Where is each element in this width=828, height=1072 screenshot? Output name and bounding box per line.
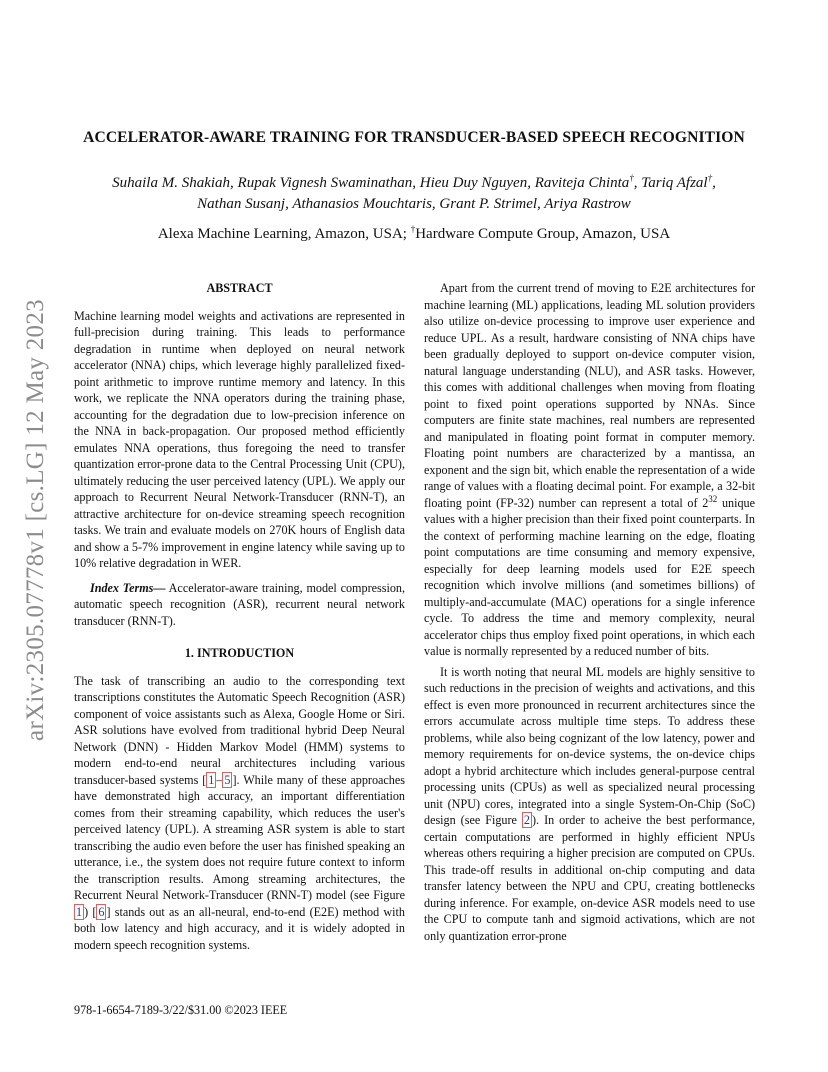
copyright-footer: 978-1-6654-7189-3/22/$31.00 ©2023 IEEE: [74, 1003, 288, 1017]
paper-title: ACCELERATOR-AWARE TRAINING FOR TRANSDUCER-BASED SPEECH RECOGNITION: [83, 129, 745, 146]
authors-part-c: ,: [712, 175, 716, 191]
author-line-1: [90, 173, 738, 194]
right-paragraph-2: It is worth noting that neural ML models are highly sensitive to such reductions in the precision of weights and activations, and this effect is even more pronounced in recurrent architectures since the errors accumulate across multiple time steps. To address these problems, while also being cognizant of the low latency, power and memory requirements for on-device systems, the on-device chips adopt a hybrid architecture which includes general-purpose central processing units (CPUs) as well as specialized neural processing unit (NPU) cores, integrated into a single System-On-Chip (SoC) design (see Figure 2 ). In order to acheive the best performance, certain computations are performed in highly efficient NPUs whereas others requiring a higher precision are computed on CPUs. This trade-off results in additional on-chip computing and data transfer latency between the NPU and CPU, creating bottlenecks during inference. For example, on-device ASR models need to use the CPU to compute tanh and sigmoid activations, which are not only quantization error-prone: [424, 664, 756, 943]
citation-link[interactable]: 5: [224, 772, 231, 787]
abstract-text: Machine learning model weights and activations are represented in full-precision during training. This leads to performance degradation in runtime when deployed on neural network accelerator (NNA) chips, which leverage highly parallelized fixed-point arithmetic to improve runtime memory and latency. In this work, we replicate the NNA operators during the training phase, accounting for the degradation due to low-precision inference on the NNA in back-propagation. Our proposed method efficiently emulates NNA operations, thus foregoing the need to transfer quantization error-prone data to the Central Processing Unit (CPU), ultimately reducing the user perceived latency (UPL). We apply our approach to Recurrent Neural Network-Transducer (RNN-T), an attractive architecture for on-device streaming speech recognition tasks. We train and evaluate models on 270K hours of English data and show a 5-7% improvement in engine latency while saving up to 10% relative degradation in WER.: [74, 308, 405, 570]
authors-part-b: , Tariq Afzal: [633, 175, 708, 191]
right-column: [424, 280, 755, 944]
figure-link[interactable]: 1: [76, 904, 83, 919]
figure-link[interactable]: 2: [523, 813, 530, 827]
dagger-mark: †: [707, 173, 713, 183]
author-line-2: Nathan Susanj, Athanasios Mouchtaris, Grant P. Strimel, Ariya Rastrow: [197, 196, 631, 212]
arxiv-stamp-text: arXiv:2305.07778v1 [cs.LG] 12 May 2023: [22, 299, 49, 741]
affiliation: [90, 226, 738, 243]
citation-link[interactable]: 6: [98, 904, 105, 919]
authors-part-a: Suhaila M. Shakiah, Rupak Vignesh Swaminathan, Hieu Duy Nguyen, Raviteja Chinta: [112, 175, 630, 191]
dagger-mark: †: [629, 173, 634, 183]
exponent: 32: [708, 493, 718, 504]
author-list: [90, 173, 738, 215]
index-terms-label: Index Terms—: [90, 580, 166, 595]
arxiv-stamp: [14, 280, 58, 760]
dagger-mark: †: [410, 224, 416, 234]
intro-heading: 1. INTRODUCTION: [184, 646, 295, 660]
affiliation-part-2: Hardware Compute Group, Amazon, USA: [415, 226, 671, 242]
intro-paragraph-1: The task of transcribing an audio to the corresponding text transcriptions constitutes the Automatic Speech Recognition (ASR) component of voice assistants such as Alexa, Google Home or Siri. ASR solutions have evolved from traditional hybrid Deep Neural Network (DNN) - Hidden Markov Model (HMM) systems to modern end-to-end neural architectures including various transducer-based systems [ 1 – 5 ]. While many of these approaches have demonstrated high accuracy, an important differentiation comes from their streaming capability, which reduces the user's perceived latency (UPL). A streaming ASR system is able to start transcribing the audio even before the user has finished speaking an utterance, i.e., the system does not require future context to inform the transcription results. Among streaming architectures, the Recurrent Neural Network-Transducer (RNN-T) model (see Figure 1 ) [ 6 ] stands out as an all-neural, end-to-end (E2E) method with both low latency and high accuracy, and it is widely adopted in modern speech recognition systems.: [74, 673, 405, 952]
citation-link[interactable]: 1: [208, 772, 215, 787]
index-terms-text: Accelerator-aware training, model compression, automatic speech recognition (ASR), recurrent neural network transducer (RNN-T).: [74, 580, 405, 628]
right-paragraph-1: Apart from the current trend of moving to E2E architectures for machine learning (ML) applications, leading ML solution providers also utilize on-device processing to improve user experience and reduce UPL. As a result, hardware consisting of NNA chips have been gradually deployed to support on-device computer vision, natural language understanding (NLU), and ASR tasks. However, this comes with additional challenges when moving from floating point to fixed point operations supported by NNAs. Since computers are finite state machines, real numbers are represented and manipulated in floating point format in computer memory. Floating point numbers are characterized by a mantissa, an exponent and the sign bit, which enable the representation of a wide range of values with a floating decimal point. For example, a 32-bit floating point (FP-32) number can represent a total of $2^{32}$ unique values with a higher precision than their fixed point counterparts. In the context of performing machine learning on the edge, floating point computations are time consuming and memory expensive, especially for deep learning models used for E2E speech recognition which involve millions (and sometimes billions) of multiply-and-accumulate (MAC) operations for a single inference cycle. To address the time and memory complexity, neural accelerator chips thus employ fixed point operations, in which each value is normally represented by a reduced number of bits.: [424, 281, 755, 658]
index-terms: [74, 580, 405, 630]
left-column: [74, 280, 405, 953]
affiliation-part-1: Alexa Machine Learning, Amazon, USA;: [157, 226, 411, 242]
abstract-heading: ABSTRACT: [206, 281, 273, 295]
